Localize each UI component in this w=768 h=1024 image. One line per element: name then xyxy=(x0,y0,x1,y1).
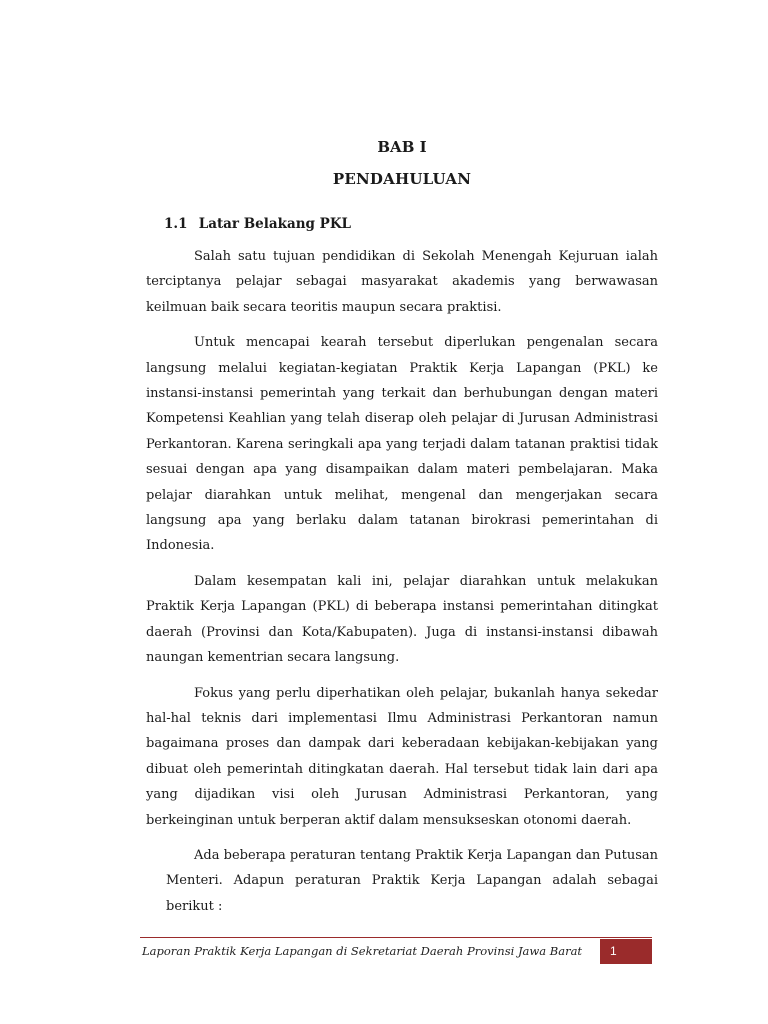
page-number: 1 xyxy=(600,939,652,964)
section-number: 1.1 xyxy=(164,216,188,232)
chapter-title: PENDAHULUAN xyxy=(332,170,472,188)
paragraph: Dalam kesempatan kali ini, pelajar diarahkan untuk melakukan Praktik Kerja Lapangan (PKL) di beberapa instansi pemerintahan ditingkat daerah (Provinsi dan Kota/Kabupaten). Juga di instansi-instansi dibawah naungan kementrian secara langsung. xyxy=(146,573,658,666)
footer-text: Laporan Praktik Kerja Lapangan di Sekretariat Daerah Provinsi Jawa Barat xyxy=(142,944,583,958)
page-footer xyxy=(140,937,652,964)
section-title: Latar Belakang PKL xyxy=(198,216,352,232)
section-heading xyxy=(164,216,351,232)
chapter-number: BAB I xyxy=(377,138,427,156)
paragraph: Salah satu tujuan pendidikan di Sekolah Menengah Kejuruan ialah terciptanya pelajar sebagai masyarakat akademis yang berwawasan keilmuan baik secara teoritis maupun secara praktisi. xyxy=(146,249,658,315)
paragraph: Ada beberapa peraturan tentang Praktik Kerja Lapangan dan Putusan Menteri. Adapun peraturan Praktik Kerja Lapangan adalah sebagai berikut : xyxy=(166,847,658,914)
body-text xyxy=(146,244,658,929)
paragraph: Fokus yang perlu diperhatikan oleh pelajar, bukanlah hanya sekedar hal-hal teknis dari implementasi Ilmu Administrasi Perkantoran namun bagaimana proses dan dampak dari keberadaan kebijakan-kebijakan yang dibuat oleh pemerintah ditingkatan daerah. Hal tersebut tidak lain dari apa yang dijadikan visi oleh Jurusan Administrasi Perkantoran, yang berkeinginan untuk berperan aktif dalam mensukseskan otonomi daerah. xyxy=(146,685,658,828)
paragraph: Untuk mencapai kearah tersebut diperlukan pengenalan secara langsung melalui kegiatan-kegiatan Praktik Kerja Lapangan (PKL) ke instansi-instansi pemerintah yang terkait dan berhubungan dengan materi Kompetensi Keahlian yang telah diserap oleh pelajar di Jurusan Administrasi Perkantoran. Karena seringkali apa yang terjadi dalam tatanan praktisi tidak sesuai dengan apa yang disampaikan dalam materi pembelajaran. Maka pelajar diarahkan untuk melihat, mengenal dan mengerjakan secara langsung apa yang berlaku dalam tatanan birokrasi pemerintahan di Indonesia. xyxy=(146,335,658,554)
